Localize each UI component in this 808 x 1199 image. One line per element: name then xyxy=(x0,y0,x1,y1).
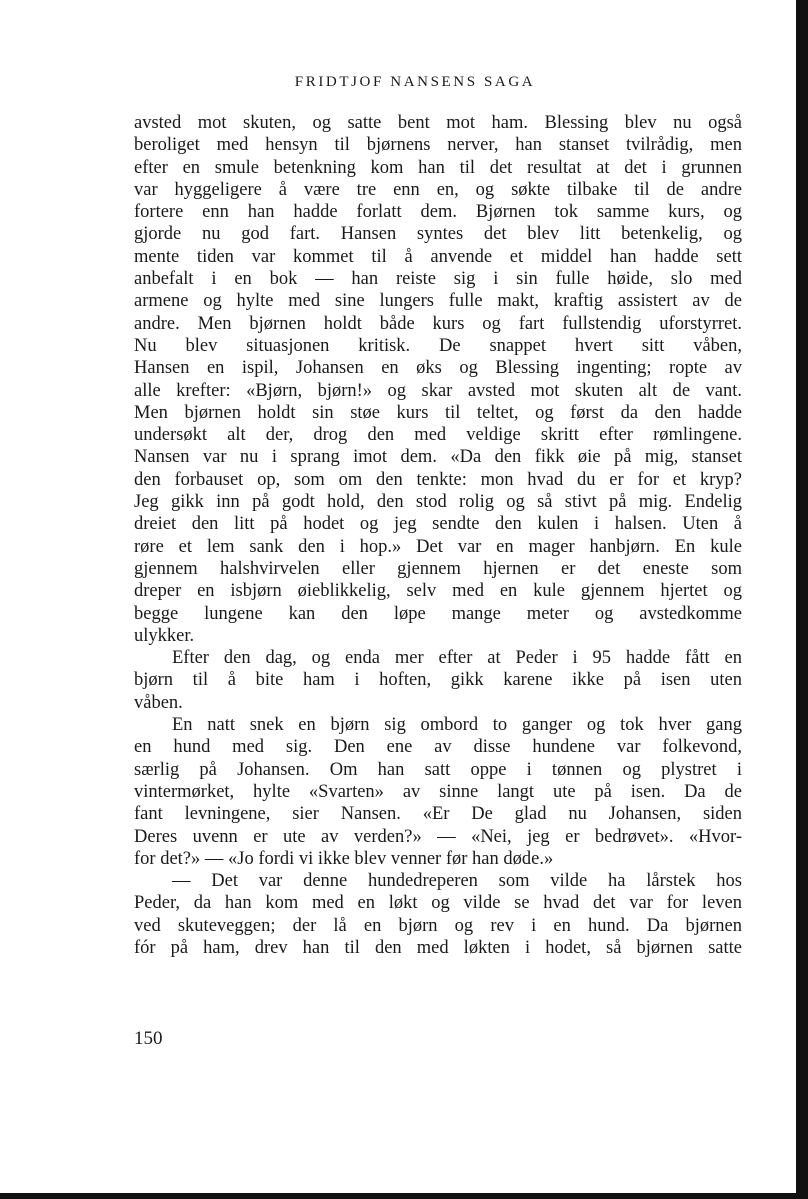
text-line: begge lungene kan den løpe mange meter og avstedkomme xyxy=(134,603,742,624)
text-line: var hyggeligere å være tre enn en, og søkte tilbake til de andre xyxy=(134,179,742,200)
text-line: våben. xyxy=(134,692,183,713)
text-line: særlig på Johansen. Om han satt oppe i tønnen og plystret i xyxy=(134,759,742,780)
scan-edge-bottom xyxy=(0,1193,808,1199)
text-line: den forbauset op, som om den tenkte: mon hvad du er for et kryp? xyxy=(134,469,742,490)
text-line: mente tiden var kommet til å anvende et middel han hadde sett xyxy=(134,246,742,267)
text-line: Nansen var nu i sprang imot dem. «Da den fikk øie på mig, stanset xyxy=(134,447,742,468)
text-line: Hansen en ispil, Johansen en øks og Blessing ingenting; ropte av xyxy=(134,358,742,379)
text-line: alle krefter: «Bjørn, bjørn!» og skar avsted mot skuten alt de vant. xyxy=(134,380,742,401)
text-line: Jeg gikk inn på godt hold, den stod rolig og så stivt på mig. Endelig xyxy=(134,492,742,513)
text-line: fór på ham, drev han til den med løkten i hodet, så bjørnen satte xyxy=(134,937,742,958)
text-line: undersøkt alt der, drog den med veldige skritt efter rømlingene. xyxy=(134,425,742,446)
text-line: ved skuteveggen; der lå en bjørn og rev i en hund. Da bjørnen xyxy=(134,915,742,936)
text-line: Men bjørnen holdt sin støe kurs til teltet, og først da den hadde xyxy=(134,402,742,423)
page-number: 150 xyxy=(134,1028,163,1049)
text-line: Deres uvenn er ute av verden?» — «Nei, jeg er bedrøvet». «Hvor- xyxy=(134,826,742,847)
text-line: Nu blev situasjonen kritisk. De snappet hvert sitt våben, xyxy=(134,335,742,356)
text-line: røre et lem sank den i hop.» Det var en mager hanbjørn. En kule xyxy=(134,536,742,557)
text-line: gjennem halshvirvelen eller gjennem hjernen er det eneste som xyxy=(134,558,742,579)
text-line: for det?» — «Jo fordi vi ikke blev venner før han døde.» xyxy=(134,848,554,869)
text-line: dreper en isbjørn øieblikkelig, selv med en kule gjennem hjertet og xyxy=(134,581,742,602)
text-line: ulykker. xyxy=(134,625,195,646)
text-line: anbefalt i en bok — han reiste sig i sin fulle høide, slo med xyxy=(134,269,742,290)
text-line: beroliget med hensyn til bjørnens nerver, han stanset tvilrådig, men xyxy=(134,135,742,156)
text-line: fant levningene, sier Nansen. «Er De glad nu Johansen, siden xyxy=(134,804,742,825)
text-line: vintermørket, hylte «Svarten» av sinne langt ute på isen. Da de xyxy=(134,781,742,802)
text-line: gjorde nu god fart. Hansen syntes det blev litt betenkelig, og xyxy=(134,224,742,245)
body-text xyxy=(134,112,742,959)
text-line: armene og hylte med sine lungers fulle makt, kraftig assistert av de xyxy=(134,291,742,312)
text-line: dreiet den litt på hodet og jeg sendte den kulen i halsen. Uten å xyxy=(134,514,742,535)
text-line: avsted mot skuten, og satte bent mot ham. Blessing blev nu også xyxy=(134,113,742,133)
text-line: efter en smule betenkning kom han til det resultat at det i grunnen xyxy=(134,157,742,178)
text-line: andre. Men bjørnen holdt både kurs og fart fullstendig uforstyrret. xyxy=(134,313,742,334)
text-line: En natt snek en bjørn sig ombord to ganger og tok hver gang xyxy=(172,715,742,736)
text-line: — Det var denne hundedreperen som vilde ha lårstek hos xyxy=(172,871,742,892)
text-line: fortere enn han hadde forlatt dem. Bjørnen tok samme kurs, og xyxy=(134,202,742,223)
running-head: FRIDTJOF NANSENS SAGA xyxy=(294,74,536,90)
text-line: en hund med sig. Den ene av disse hundene var folkevond, xyxy=(134,737,742,758)
text-line: Efter den dag, og enda mer efter at Peder i 95 hadde fått en xyxy=(172,648,742,669)
scan-edge-right xyxy=(796,0,808,1199)
text-line: bjørn til å bite ham i hoften, gikk karene ikke på isen uten xyxy=(134,670,742,691)
text-line: Peder, da han kom med en løkt og vilde se hvad det var for leven xyxy=(134,893,742,914)
